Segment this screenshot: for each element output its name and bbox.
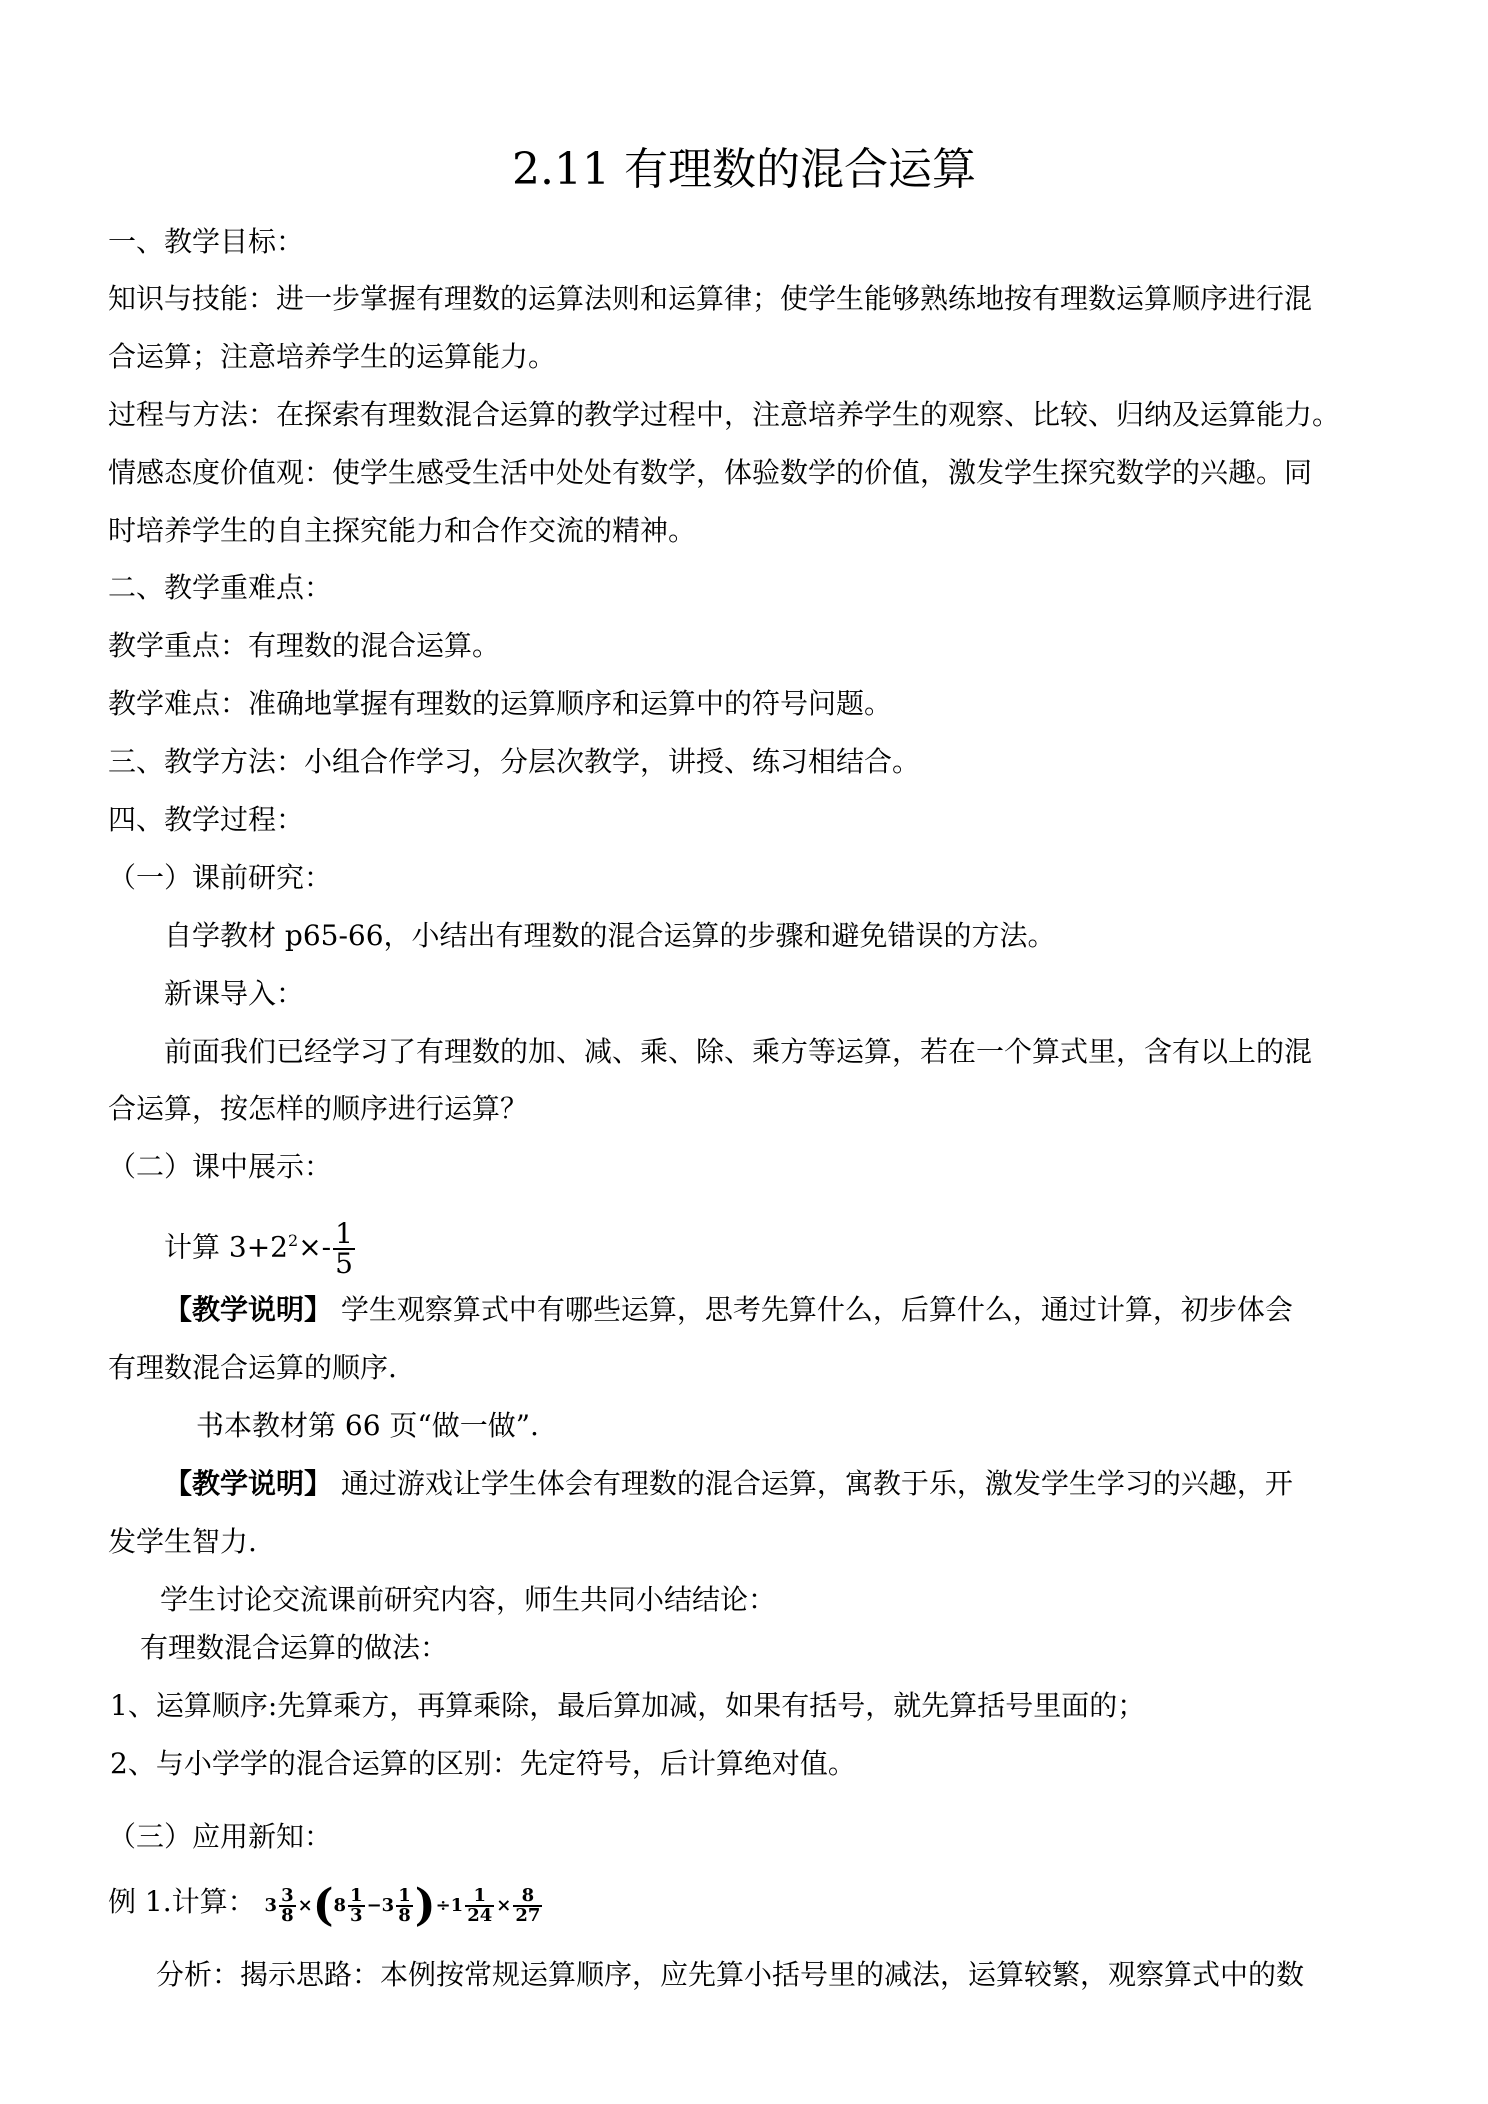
operator: −: [366, 1895, 382, 1916]
whole-number: 3: [264, 1895, 278, 1916]
whole-number: 1: [450, 1895, 464, 1916]
fraction-denominator: 3: [350, 1905, 363, 1926]
example-1: [108, 1872, 1398, 1936]
fraction-numerator: 1: [398, 1885, 411, 1906]
fraction-denominator: 8: [281, 1905, 294, 1926]
fraction-numerator: 1: [350, 1885, 363, 1906]
operator: ÷: [435, 1895, 451, 1916]
paragraph-line: 知识与技能：进一步掌握有理数的运算法则和运算律；使学生能够熟练地按有理数运算顺序进行混: [108, 282, 1313, 315]
section-heading-methods: 三、教学方法：小组合作学习，分层次教学，讲授、练习相结合。: [108, 745, 921, 778]
whole-number: 3: [381, 1895, 395, 1916]
page-title: 2.11 有理数的混合运算: [512, 144, 976, 195]
math-expression-1: [164, 1205, 1454, 1283]
expr-text: ×-: [298, 1230, 332, 1264]
subsection-heading-pre-study: （一）课前研究：: [108, 861, 333, 894]
fraction: [465, 1887, 494, 1925]
fraction-denominator: 27: [515, 1905, 541, 1926]
paragraph-line: 自学教材 p65-66，小结出有理数的混合运算的步骤和避免错误的方法。: [164, 919, 1056, 952]
whole-number: 8: [333, 1895, 347, 1916]
paragraph-line: 教学重点：有理数的混合运算。: [108, 629, 501, 662]
fraction-denominator: 24: [467, 1905, 493, 1926]
operator: ×: [496, 1895, 512, 1916]
paragraph-line: 过程与方法：在探索有理数混合运算的教学过程中，注意培养学生的观察、比较、归纳及运算能力。: [108, 398, 1341, 431]
paragraph-line: 时培养学生的自主探究能力和合作交流的精神。: [108, 514, 697, 547]
paragraph-line: 书本教材第 66 页“做一做”.: [196, 1409, 539, 1442]
expr-text: 计算 3+2: [164, 1230, 288, 1264]
fraction-numerator: 1: [335, 1216, 353, 1250]
paragraph-line: 有理数混合运算的顺序.: [108, 1351, 397, 1384]
section-heading-process: 四、教学过程：: [108, 803, 305, 836]
paragraph-line: 合运算；注意培养学生的运算能力。: [108, 340, 557, 373]
subsection-heading-display: （二）课中展示：: [108, 1150, 333, 1183]
note-text: 通过游戏让学生体会有理数的混合运算，寓教于乐，激发学生学习的兴趣，开: [332, 1467, 1293, 1500]
exponent: 2: [288, 1231, 299, 1250]
fraction-denominator: 8: [398, 1905, 411, 1926]
paragraph-line: 学生讨论交流课前研究内容，师生共同小结结论：: [160, 1583, 777, 1616]
teaching-note-2: [164, 1464, 1454, 1504]
list-item: 2、与小学学的混合运算的区别：先定符号，后计算绝对值。: [110, 1747, 856, 1780]
paragraph-line: 分析：揭示思路：本例按常规运算顺序，应先算小括号里的减法，运算较繁，观察算式中的数: [156, 1958, 1305, 1991]
paragraph-line: 新课导入：: [164, 977, 305, 1010]
right-paren: ): [414, 1880, 436, 1931]
fraction: [513, 1887, 542, 1925]
left-paren: (: [312, 1880, 334, 1931]
math-expression-2: [264, 1880, 545, 1931]
list-item: 1、运算顺序:先算乘方，再算乘除，最后算加减，如果有括号，就先算括号里面的；: [110, 1689, 1146, 1722]
paragraph-line: 合运算，按怎样的顺序进行运算？: [108, 1092, 529, 1125]
paragraph-line: 情感态度价值观：使学生感受生活中处处有数学，体验数学的价值，激发学生探究数学的兴趣。同: [108, 456, 1313, 489]
note-text: 学生观察算式中有哪些运算，思考先算什么，后算什么，通过计算，初步体会: [332, 1293, 1293, 1326]
fraction: [279, 1887, 296, 1925]
fraction-numerator: 8: [513, 1887, 542, 1907]
paragraph-line: 发学生智力.: [108, 1525, 257, 1558]
teaching-note-1: [164, 1290, 1454, 1330]
section-heading-key-points: 二、教学重难点：: [108, 571, 333, 604]
subsection-heading-application: （三）应用新知：: [108, 1820, 333, 1853]
fraction-numerator: 1: [465, 1887, 494, 1907]
operator: ×: [297, 1895, 313, 1916]
paragraph-line: 有理数混合运算的做法：: [140, 1631, 449, 1664]
paragraph-line: 教学难点：准确地掌握有理数的运算顺序和运算中的符号问题。: [108, 687, 893, 720]
fraction-denominator: 5: [335, 1246, 353, 1280]
fraction-numerator: 3: [281, 1885, 294, 1906]
example-label: 例 1.计算：: [108, 1885, 256, 1918]
fraction: [333, 1216, 355, 1280]
section-heading-objectives: 一、教学目标：: [108, 225, 305, 258]
fraction: [348, 1887, 365, 1925]
paragraph-line: 前面我们已经学习了有理数的加、减、乘、除、乘方等运算，若在一个算式里，含有以上的混: [164, 1035, 1313, 1068]
note-label: 【教学说明】: [164, 1293, 333, 1326]
fraction: [396, 1887, 413, 1925]
note-label: 【教学说明】: [164, 1467, 333, 1500]
